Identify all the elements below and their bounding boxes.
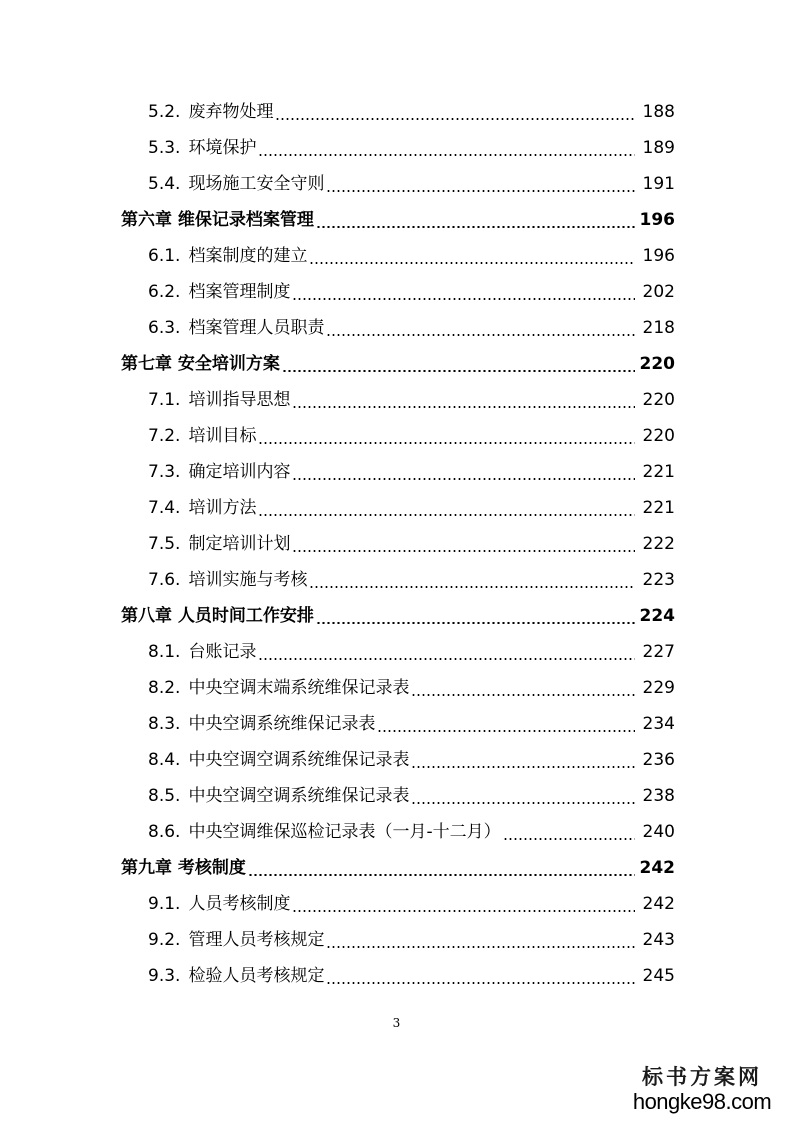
toc-entry-7-2[interactable]: [0, 421, 793, 451]
toc-entry-title: 7.1. 培训指导思想: [148, 390, 291, 410]
dot-leader: [411, 802, 635, 804]
dot-leader: [258, 658, 635, 660]
toc-entry-title: 8.3. 中央空调系统维保记录表: [148, 714, 376, 734]
toc-entry-7-6[interactable]: [0, 565, 793, 595]
toc-page-number: 238: [642, 786, 675, 806]
toc-page-number: 220: [639, 354, 675, 374]
toc-entry-7-1[interactable]: [0, 385, 793, 415]
dot-leader: [326, 334, 635, 336]
toc-page-number: 223: [642, 570, 675, 590]
toc-chapter-7[interactable]: [0, 349, 793, 379]
toc-page-number: 229: [642, 678, 675, 698]
toc-chapter-title: 第六章 维保记录档案管理: [121, 210, 314, 230]
toc-entry-9-1[interactable]: [0, 889, 793, 919]
toc-entry-8-4[interactable]: [0, 745, 793, 775]
toc-entry-title: 6.2. 档案管理制度: [148, 282, 291, 302]
dot-leader: [326, 982, 635, 984]
toc-entry-title: 7.6. 培训实施与考核: [148, 570, 308, 590]
toc-entry-7-4[interactable]: [0, 493, 793, 523]
toc-page-number: 196: [639, 210, 675, 230]
toc-page-number: 220: [642, 390, 675, 410]
toc-entry-8-5[interactable]: [0, 781, 793, 811]
toc-entry-title: 8.2. 中央空调末端系统维保记录表: [148, 678, 410, 698]
toc-entry-title: 9.2. 管理人员考核规定: [148, 930, 325, 950]
toc-page-number: 218: [642, 318, 675, 338]
dot-leader: [292, 550, 635, 552]
toc-chapter-6[interactable]: [0, 205, 793, 235]
toc-chapter-title: 第九章 考核制度: [121, 858, 246, 878]
toc-entry-title: 8.1. 台账记录: [148, 642, 257, 662]
toc-entry-5-3[interactable]: [0, 133, 793, 163]
toc-entry-title: 6.1. 档案制度的建立: [148, 246, 308, 266]
toc-page-number: 202: [642, 282, 675, 302]
toc-entry-title: 8.4. 中央空调空调系统维保记录表: [148, 750, 410, 770]
toc-entry-title: 7.2. 培训目标: [148, 426, 257, 446]
toc-entry-title: 9.3. 检验人员考核规定: [148, 966, 325, 986]
dot-leader: [258, 154, 635, 156]
watermark-title: 标书方案网: [642, 1064, 762, 1089]
dot-leader: [503, 838, 635, 840]
toc-page-number: 227: [642, 642, 675, 662]
toc-entry-title: 6.3. 档案管理人员职责: [148, 318, 325, 338]
dot-leader: [248, 874, 635, 876]
toc-entry-title: 5.2. 废弃物处理: [148, 102, 274, 122]
toc-page-number: 221: [642, 462, 675, 482]
dot-leader: [309, 262, 635, 264]
toc-chapter-8[interactable]: [0, 601, 793, 631]
toc-entry-9-3[interactable]: [0, 961, 793, 991]
toc-entry-title: 5.4. 现场施工安全守则: [148, 174, 325, 194]
toc-page-number: 189: [642, 138, 675, 158]
dot-leader: [275, 118, 635, 120]
toc-page-number: 196: [642, 246, 675, 266]
dot-leader: [326, 190, 635, 192]
toc-page-number: 242: [639, 858, 675, 878]
toc-entry-5-4[interactable]: [0, 169, 793, 199]
toc-entry-title: 7.4. 培训方法: [148, 498, 257, 518]
toc-entry-8-1[interactable]: [0, 637, 793, 667]
toc-page-number: 191: [642, 174, 675, 194]
page-number: 3: [392, 1016, 401, 1030]
toc-entry-5-2[interactable]: [0, 97, 793, 127]
toc-entry-title: 5.3. 环境保护: [148, 138, 257, 158]
toc-page-number: 234: [642, 714, 675, 734]
toc-entry-6-2[interactable]: [0, 277, 793, 307]
dot-leader: [258, 442, 635, 444]
toc-entry-9-2[interactable]: [0, 925, 793, 955]
site-watermark: [627, 1064, 777, 1114]
toc-entry-title: 7.5. 制定培训计划: [148, 534, 291, 554]
dot-leader: [292, 478, 635, 480]
dot-leader: [282, 370, 635, 372]
dot-leader: [411, 766, 635, 768]
toc-page-number: 224: [639, 606, 675, 626]
dot-leader: [326, 946, 635, 948]
dot-leader: [377, 730, 635, 732]
toc-entry-title: 7.3. 确定培训内容: [148, 462, 291, 482]
dot-leader: [258, 514, 635, 516]
toc-entry-title: 8.6. 中央空调维保巡检记录表（一月-十二月）: [148, 822, 501, 842]
toc-page-number: 240: [642, 822, 675, 842]
dot-leader: [292, 910, 635, 912]
toc-chapter-title: 第七章 安全培训方案: [121, 354, 280, 374]
toc-page-number: 188: [642, 102, 675, 122]
toc-page-number: 242: [642, 894, 675, 914]
toc-page-number: 243: [642, 930, 675, 950]
toc-page-number: 222: [642, 534, 675, 554]
toc-page-number: 236: [642, 750, 675, 770]
toc-entry-title: 9.1. 人员考核制度: [148, 894, 291, 914]
watermark-url: hongke98.com: [632, 1089, 772, 1114]
toc-chapter-9[interactable]: [0, 853, 793, 883]
toc-chapter-title: 第八章 人员时间工作安排: [121, 606, 314, 626]
dot-leader: [292, 298, 635, 300]
toc-entry-6-1[interactable]: [0, 241, 793, 271]
toc-entry-8-6[interactable]: [0, 817, 793, 847]
toc-entry-title: 8.5. 中央空调空调系统维保记录表: [148, 786, 410, 806]
dot-leader: [292, 406, 635, 408]
toc-entry-7-3[interactable]: [0, 457, 793, 487]
dot-leader: [411, 694, 635, 696]
toc-entry-8-3[interactable]: [0, 709, 793, 739]
toc-page-number: 245: [642, 966, 675, 986]
dot-leader: [309, 586, 635, 588]
toc-entry-8-2[interactable]: [0, 673, 793, 703]
dot-leader: [316, 226, 635, 228]
dot-leader: [316, 622, 635, 624]
toc-page-number: 221: [642, 498, 675, 518]
toc-page-number: 220: [642, 426, 675, 446]
toc-entry-6-3[interactable]: [0, 313, 793, 343]
toc-entry-7-5[interactable]: [0, 529, 793, 559]
